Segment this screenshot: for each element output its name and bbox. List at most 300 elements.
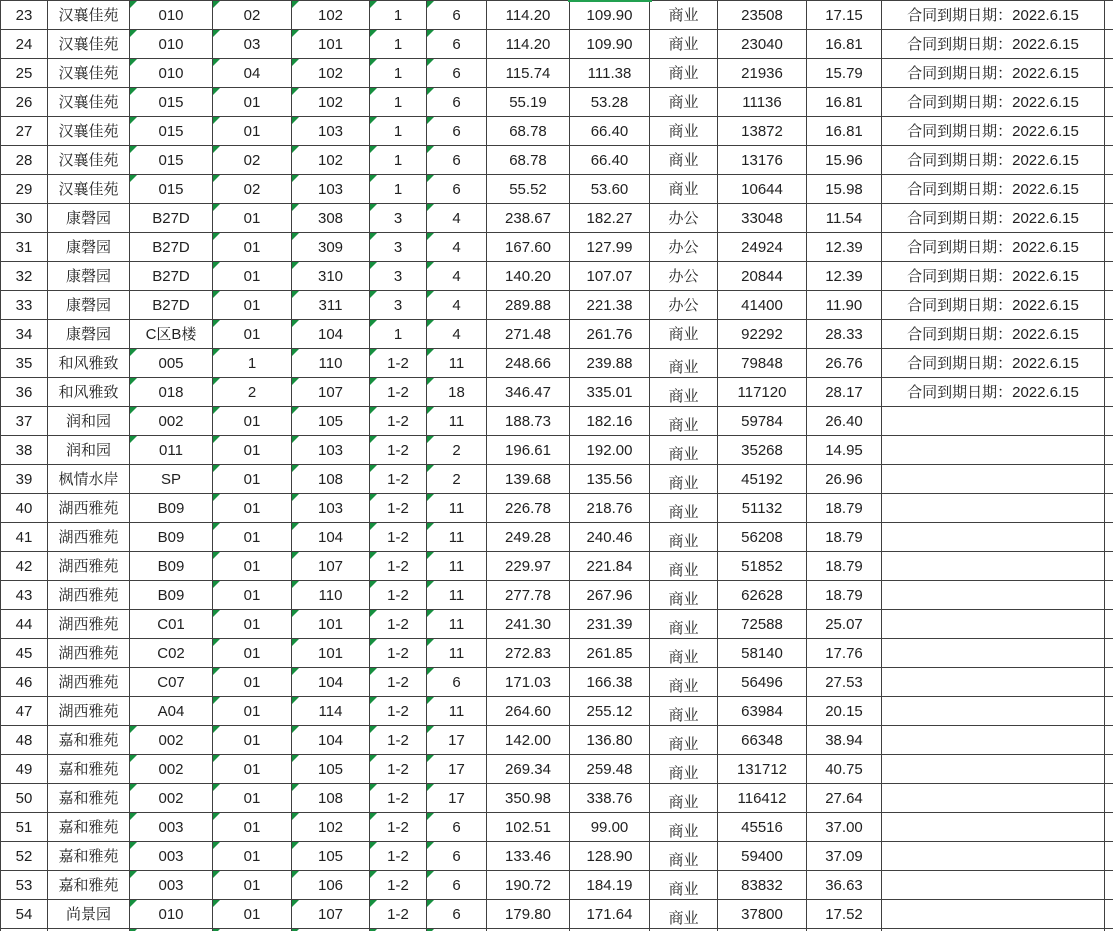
cell-room-number[interactable]: 102 (292, 146, 370, 175)
cell-building-area[interactable]: 226.78 (487, 494, 570, 523)
cell-community-name[interactable]: 汉襄佳苑 (48, 30, 130, 59)
cell-total-floors[interactable]: 18 (427, 378, 487, 407)
cell-community-name[interactable]: 枫情水岸 (48, 465, 130, 494)
cell-building-area[interactable]: 68.78 (487, 117, 570, 146)
cell-inner-area[interactable]: 127.99 (570, 233, 650, 262)
cell-room-number[interactable]: 103 (292, 436, 370, 465)
cell-contract-remark[interactable] (882, 755, 1105, 784)
cell-room-number[interactable]: 102 (292, 88, 370, 117)
cell-amount[interactable]: 23040 (718, 30, 807, 59)
cell-building-code[interactable]: B27D (130, 204, 213, 233)
cell-unit-number[interactable]: 01 (213, 581, 292, 610)
cell-contract-remark[interactable]: 合同到期日期：2022.6.15 (882, 117, 1105, 146)
cell-contract-remark[interactable] (882, 552, 1105, 581)
cell-unit-price[interactable]: 28.17 (807, 378, 882, 407)
cell-row-number[interactable]: 42 (0, 552, 48, 581)
cell-room-number[interactable]: 104 (292, 320, 370, 349)
cell-total-floors[interactable]: 11 (427, 494, 487, 523)
cell-unit-price[interactable]: 16.81 (807, 88, 882, 117)
cell-unit-price[interactable]: 15.79 (807, 59, 882, 88)
cell-building-code[interactable]: 005 (130, 349, 213, 378)
cell-floor[interactable]: 1-2 (370, 407, 427, 436)
cell-inner-area[interactable]: 192.00 (570, 436, 650, 465)
cell-unit-number[interactable]: 01 (213, 320, 292, 349)
cell-total-floors[interactable]: 4 (427, 233, 487, 262)
cell-unit-number[interactable]: 01 (213, 842, 292, 871)
cell-total-floors[interactable]: 11 (427, 639, 487, 668)
cell-room-number[interactable]: 104 (292, 523, 370, 552)
cell-floor[interactable]: 1-2 (370, 726, 427, 755)
cell-usage-type[interactable]: 商业 (650, 146, 718, 175)
cell-inner-area[interactable]: 166.38 (570, 668, 650, 697)
cell-room-number[interactable]: 101 (292, 30, 370, 59)
cell-floor[interactable]: 1-2 (370, 668, 427, 697)
cell-contract-remark[interactable]: 合同到期日期：2022.6.15 (882, 233, 1105, 262)
cell-community-name[interactable]: 康磬园 (48, 320, 130, 349)
cell-contract-remark[interactable] (882, 523, 1105, 552)
cell-row-number[interactable]: 49 (0, 755, 48, 784)
cell-community-name[interactable]: 湖西雅苑 (48, 581, 130, 610)
cell-inner-area[interactable]: 66.40 (570, 117, 650, 146)
cell-row-number[interactable]: 43 (0, 581, 48, 610)
cell-contract-remark[interactable] (882, 900, 1105, 929)
cell-total-floors[interactable]: 11 (427, 697, 487, 726)
cell-contract-remark[interactable]: 合同到期日期：2022.6.15 (882, 291, 1105, 320)
cell-floor[interactable]: 1 (370, 88, 427, 117)
cell-total-floors[interactable]: 6 (427, 668, 487, 697)
cell-contract-remark[interactable]: 合同到期日期：2022.6.15 (882, 1, 1105, 30)
cell-community-name[interactable]: 湖西雅苑 (48, 697, 130, 726)
cell-floor[interactable]: 1-2 (370, 494, 427, 523)
cell-total-floors[interactable]: 4 (427, 320, 487, 349)
cell-inner-area[interactable]: 136.80 (570, 726, 650, 755)
cell-building-code[interactable]: 015 (130, 146, 213, 175)
cell-floor[interactable]: 1-2 (370, 552, 427, 581)
cell-usage-type[interactable]: 办公 (650, 262, 718, 291)
cell-room-number[interactable]: 108 (292, 784, 370, 813)
cell-usage-type[interactable]: 商业 (650, 436, 718, 465)
cell-inner-area[interactable]: 218.76 (570, 494, 650, 523)
cell-usage-type[interactable]: 商业 (650, 813, 718, 842)
cell-amount[interactable]: 51852 (718, 552, 807, 581)
cell-usage-type[interactable]: 办公 (650, 291, 718, 320)
cell-community-name[interactable]: 汉襄佳苑 (48, 1, 130, 30)
cell-contract-remark[interactable]: 合同到期日期：2022.6.15 (882, 262, 1105, 291)
cell-community-name[interactable]: 嘉和雅苑 (48, 813, 130, 842)
cell-community-name[interactable]: 湖西雅苑 (48, 668, 130, 697)
cell-amount[interactable]: 41400 (718, 291, 807, 320)
cell-inner-area[interactable]: 261.76 (570, 320, 650, 349)
cell-row-number[interactable]: 48 (0, 726, 48, 755)
cell-inner-area[interactable]: 240.46 (570, 523, 650, 552)
cell-unit-price[interactable]: 36.63 (807, 871, 882, 900)
cell-building-area[interactable]: 114.20 (487, 1, 570, 30)
cell-usage-type[interactable]: 商业 (650, 871, 718, 900)
cell-inner-area[interactable]: 111.38 (570, 59, 650, 88)
cell-usage-type[interactable]: 商业 (650, 842, 718, 871)
cell-amount[interactable]: 45192 (718, 465, 807, 494)
cell-building-code[interactable]: 015 (130, 117, 213, 146)
cell-amount[interactable]: 62628 (718, 581, 807, 610)
cell-building-area[interactable]: 350.98 (487, 784, 570, 813)
cell-community-name[interactable]: 湖西雅苑 (48, 494, 130, 523)
cell-row-number[interactable]: 24 (0, 30, 48, 59)
cell-community-name[interactable]: 和风雅致 (48, 378, 130, 407)
cell-row-number[interactable]: 27 (0, 117, 48, 146)
cell-building-area[interactable]: 133.46 (487, 842, 570, 871)
cell-row-number[interactable]: 44 (0, 610, 48, 639)
cell-room-number[interactable]: 102 (292, 813, 370, 842)
cell-building-area[interactable]: 102.51 (487, 813, 570, 842)
cell-contract-remark[interactable]: 合同到期日期：2022.6.15 (882, 59, 1105, 88)
cell-floor[interactable]: 1-2 (370, 378, 427, 407)
cell-contract-remark[interactable]: 合同到期日期：2022.6.15 (882, 320, 1105, 349)
cell-unit-number[interactable]: 2 (213, 378, 292, 407)
cell-unit-price[interactable]: 15.96 (807, 146, 882, 175)
cell-amount[interactable]: 21936 (718, 59, 807, 88)
cell-building-area[interactable]: 289.88 (487, 291, 570, 320)
cell-floor[interactable]: 1 (370, 59, 427, 88)
cell-room-number[interactable]: 101 (292, 610, 370, 639)
cell-usage-type[interactable]: 商业 (650, 639, 718, 668)
cell-contract-remark[interactable] (882, 784, 1105, 813)
cell-contract-remark[interactable] (882, 871, 1105, 900)
cell-inner-area[interactable]: 338.76 (570, 784, 650, 813)
cell-amount[interactable]: 13872 (718, 117, 807, 146)
cell-row-number[interactable]: 37 (0, 407, 48, 436)
cell-unit-price[interactable]: 12.39 (807, 262, 882, 291)
cell-contract-remark[interactable] (882, 668, 1105, 697)
cell-contract-remark[interactable]: 合同到期日期：2022.6.15 (882, 146, 1105, 175)
cell-total-floors[interactable]: 6 (427, 1, 487, 30)
cell-amount[interactable]: 10644 (718, 175, 807, 204)
cell-total-floors[interactable]: 4 (427, 204, 487, 233)
cell-building-area[interactable]: 271.48 (487, 320, 570, 349)
cell-usage-type[interactable]: 商业 (650, 378, 718, 407)
cell-building-area[interactable]: 190.72 (487, 871, 570, 900)
cell-unit-number[interactable]: 01 (213, 552, 292, 581)
cell-usage-type[interactable]: 商业 (650, 320, 718, 349)
cell-total-floors[interactable]: 6 (427, 175, 487, 204)
cell-room-number[interactable]: 105 (292, 407, 370, 436)
cell-community-name[interactable]: 汉襄佳苑 (48, 175, 130, 204)
cell-usage-type[interactable]: 商业 (650, 407, 718, 436)
cell-amount[interactable]: 35268 (718, 436, 807, 465)
cell-unit-number[interactable]: 01 (213, 813, 292, 842)
cell-total-floors[interactable]: 17 (427, 755, 487, 784)
cell-building-area[interactable]: 248.66 (487, 349, 570, 378)
cell-room-number[interactable]: 308 (292, 204, 370, 233)
cell-unit-price[interactable]: 38.94 (807, 726, 882, 755)
cell-contract-remark[interactable]: 合同到期日期：2022.6.15 (882, 88, 1105, 117)
cell-room-number[interactable]: 311 (292, 291, 370, 320)
cell-building-area[interactable]: 264.60 (487, 697, 570, 726)
cell-unit-price[interactable]: 17.76 (807, 639, 882, 668)
cell-amount[interactable]: 72588 (718, 610, 807, 639)
cell-amount[interactable]: 23508 (718, 1, 807, 30)
cell-room-number[interactable]: 103 (292, 494, 370, 523)
cell-building-area[interactable]: 139.68 (487, 465, 570, 494)
cell-building-area[interactable]: 346.47 (487, 378, 570, 407)
cell-unit-number[interactable]: 01 (213, 697, 292, 726)
cell-unit-number[interactable]: 01 (213, 436, 292, 465)
cell-total-floors[interactable]: 6 (427, 59, 487, 88)
cell-community-name[interactable]: 嘉和雅苑 (48, 871, 130, 900)
cell-unit-number[interactable]: 03 (213, 30, 292, 59)
cell-inner-area[interactable]: 182.16 (570, 407, 650, 436)
cell-usage-type[interactable]: 商业 (650, 523, 718, 552)
cell-floor[interactable]: 1 (370, 175, 427, 204)
cell-unit-number[interactable]: 02 (213, 175, 292, 204)
cell-building-area[interactable]: 140.20 (487, 262, 570, 291)
cell-unit-number[interactable]: 01 (213, 117, 292, 146)
cell-community-name[interactable]: 尚景园 (48, 900, 130, 929)
cell-room-number[interactable]: 105 (292, 842, 370, 871)
cell-inner-area[interactable]: 259.48 (570, 755, 650, 784)
cell-total-floors[interactable]: 6 (427, 88, 487, 117)
cell-unit-number[interactable]: 01 (213, 233, 292, 262)
cell-community-name[interactable]: 康磬园 (48, 262, 130, 291)
cell-building-code[interactable]: 015 (130, 88, 213, 117)
cell-contract-remark[interactable] (882, 697, 1105, 726)
cell-building-area[interactable]: 241.30 (487, 610, 570, 639)
cell-contract-remark[interactable] (882, 407, 1105, 436)
cell-usage-type[interactable]: 商业 (650, 494, 718, 523)
cell-unit-price[interactable]: 20.15 (807, 697, 882, 726)
cell-floor[interactable]: 1-2 (370, 465, 427, 494)
cell-building-code[interactable]: C区B楼 (130, 320, 213, 349)
cell-building-area[interactable]: 171.03 (487, 668, 570, 697)
cell-unit-number[interactable]: 01 (213, 88, 292, 117)
cell-row-number[interactable]: 35 (0, 349, 48, 378)
cell-unit-price[interactable]: 16.81 (807, 30, 882, 59)
cell-amount[interactable]: 92292 (718, 320, 807, 349)
cell-inner-area[interactable]: 221.38 (570, 291, 650, 320)
cell-total-floors[interactable]: 2 (427, 465, 487, 494)
cell-community-name[interactable]: 嘉和雅苑 (48, 842, 130, 871)
cell-unit-price[interactable]: 18.79 (807, 494, 882, 523)
cell-amount[interactable]: 56208 (718, 523, 807, 552)
cell-building-code[interactable]: 011 (130, 436, 213, 465)
cell-amount[interactable]: 13176 (718, 146, 807, 175)
cell-row-number[interactable]: 31 (0, 233, 48, 262)
cell-total-floors[interactable]: 6 (427, 30, 487, 59)
cell-total-floors[interactable]: 11 (427, 581, 487, 610)
cell-total-floors[interactable]: 4 (427, 291, 487, 320)
cell-unit-price[interactable]: 26.40 (807, 407, 882, 436)
cell-usage-type[interactable]: 商业 (650, 726, 718, 755)
cell-unit-number[interactable]: 01 (213, 784, 292, 813)
cell-total-floors[interactable]: 4 (427, 262, 487, 291)
cell-building-area[interactable]: 249.28 (487, 523, 570, 552)
cell-unit-price[interactable]: 27.53 (807, 668, 882, 697)
cell-inner-area[interactable]: 53.28 (570, 88, 650, 117)
cell-room-number[interactable]: 106 (292, 871, 370, 900)
cell-usage-type[interactable]: 办公 (650, 233, 718, 262)
cell-contract-remark[interactable] (882, 436, 1105, 465)
cell-community-name[interactable]: 嘉和雅苑 (48, 784, 130, 813)
cell-building-code[interactable]: 003 (130, 871, 213, 900)
cell-building-code[interactable]: SP (130, 465, 213, 494)
cell-amount[interactable]: 58140 (718, 639, 807, 668)
cell-contract-remark[interactable] (882, 581, 1105, 610)
cell-building-area[interactable]: 115.74 (487, 59, 570, 88)
cell-contract-remark[interactable]: 合同到期日期：2022.6.15 (882, 30, 1105, 59)
cell-usage-type[interactable]: 商业 (650, 784, 718, 813)
cell-amount[interactable]: 20844 (718, 262, 807, 291)
cell-unit-number[interactable]: 01 (213, 639, 292, 668)
cell-floor[interactable]: 1-2 (370, 784, 427, 813)
cell-building-code[interactable]: C02 (130, 639, 213, 668)
cell-building-area[interactable]: 277.78 (487, 581, 570, 610)
cell-unit-number[interactable]: 01 (213, 262, 292, 291)
cell-building-area[interactable]: 272.83 (487, 639, 570, 668)
cell-total-floors[interactable]: 2 (427, 436, 487, 465)
cell-room-number[interactable]: 102 (292, 1, 370, 30)
cell-inner-area[interactable]: 171.64 (570, 900, 650, 929)
cell-unit-price[interactable]: 11.54 (807, 204, 882, 233)
cell-inner-area[interactable]: 53.60 (570, 175, 650, 204)
cell-row-number[interactable]: 28 (0, 146, 48, 175)
cell-contract-remark[interactable] (882, 726, 1105, 755)
cell-usage-type[interactable]: 商业 (650, 30, 718, 59)
cell-contract-remark[interactable]: 合同到期日期：2022.6.15 (882, 378, 1105, 407)
cell-inner-area[interactable]: 221.84 (570, 552, 650, 581)
cell-row-number[interactable]: 32 (0, 262, 48, 291)
cell-building-code[interactable]: 018 (130, 378, 213, 407)
cell-floor[interactable]: 3 (370, 291, 427, 320)
cell-building-code[interactable]: 002 (130, 726, 213, 755)
cell-room-number[interactable]: 108 (292, 465, 370, 494)
cell-community-name[interactable]: 汉襄佳苑 (48, 88, 130, 117)
cell-unit-number[interactable]: 01 (213, 494, 292, 523)
cell-contract-remark[interactable] (882, 494, 1105, 523)
cell-floor[interactable]: 1-2 (370, 349, 427, 378)
cell-unit-price[interactable]: 26.76 (807, 349, 882, 378)
cell-row-number[interactable]: 41 (0, 523, 48, 552)
cell-contract-remark[interactable]: 合同到期日期：2022.6.15 (882, 204, 1105, 233)
cell-unit-price[interactable]: 18.79 (807, 552, 882, 581)
cell-row-number[interactable]: 45 (0, 639, 48, 668)
cell-room-number[interactable]: 107 (292, 900, 370, 929)
cell-unit-number[interactable]: 01 (213, 407, 292, 436)
cell-building-area[interactable]: 55.52 (487, 175, 570, 204)
cell-amount[interactable]: 59400 (718, 842, 807, 871)
cell-building-code[interactable]: 002 (130, 755, 213, 784)
cell-total-floors[interactable]: 11 (427, 523, 487, 552)
cell-row-number[interactable]: 54 (0, 900, 48, 929)
cell-room-number[interactable]: 102 (292, 59, 370, 88)
cell-amount[interactable]: 37800 (718, 900, 807, 929)
cell-building-code[interactable]: 010 (130, 30, 213, 59)
cell-floor[interactable]: 3 (370, 204, 427, 233)
cell-room-number[interactable]: 101 (292, 639, 370, 668)
cell-floor[interactable]: 1-2 (370, 871, 427, 900)
cell-row-number[interactable]: 50 (0, 784, 48, 813)
cell-building-code[interactable]: 003 (130, 842, 213, 871)
cell-community-name[interactable]: 汉襄佳苑 (48, 117, 130, 146)
cell-usage-type[interactable]: 商业 (650, 755, 718, 784)
cell-row-number[interactable]: 29 (0, 175, 48, 204)
cell-usage-type[interactable]: 商业 (650, 117, 718, 146)
cell-amount[interactable]: 66348 (718, 726, 807, 755)
cell-room-number[interactable]: 309 (292, 233, 370, 262)
cell-room-number[interactable]: 114 (292, 697, 370, 726)
cell-building-area[interactable]: 238.67 (487, 204, 570, 233)
cell-contract-remark[interactable] (882, 610, 1105, 639)
cell-unit-number[interactable]: 1 (213, 349, 292, 378)
cell-unit-price[interactable]: 17.15 (807, 1, 882, 30)
cell-building-code[interactable]: B27D (130, 262, 213, 291)
cell-unit-price[interactable]: 26.96 (807, 465, 882, 494)
cell-community-name[interactable]: 润和园 (48, 436, 130, 465)
cell-inner-area[interactable]: 109.90 (570, 30, 650, 59)
cell-community-name[interactable]: 嘉和雅苑 (48, 755, 130, 784)
cell-row-number[interactable]: 33 (0, 291, 48, 320)
cell-unit-number[interactable]: 01 (213, 465, 292, 494)
cell-building-area[interactable]: 167.60 (487, 233, 570, 262)
cell-floor[interactable]: 1-2 (370, 900, 427, 929)
cell-floor[interactable]: 1-2 (370, 842, 427, 871)
cell-room-number[interactable]: 310 (292, 262, 370, 291)
cell-floor[interactable]: 1-2 (370, 697, 427, 726)
cell-unit-price[interactable]: 18.79 (807, 523, 882, 552)
cell-building-code[interactable]: C01 (130, 610, 213, 639)
cell-row-number[interactable]: 46 (0, 668, 48, 697)
cell-unit-number[interactable]: 01 (213, 204, 292, 233)
cell-floor[interactable]: 1-2 (370, 523, 427, 552)
cell-floor[interactable]: 3 (370, 262, 427, 291)
cell-community-name[interactable]: 康磬园 (48, 291, 130, 320)
cell-floor[interactable]: 1 (370, 146, 427, 175)
cell-building-code[interactable]: B09 (130, 523, 213, 552)
cell-community-name[interactable]: 湖西雅苑 (48, 523, 130, 552)
cell-usage-type[interactable]: 商业 (650, 581, 718, 610)
cell-total-floors[interactable]: 17 (427, 784, 487, 813)
cell-total-floors[interactable]: 6 (427, 146, 487, 175)
cell-row-number[interactable]: 40 (0, 494, 48, 523)
cell-contract-remark[interactable] (882, 813, 1105, 842)
cell-amount[interactable]: 83832 (718, 871, 807, 900)
cell-building-area[interactable]: 229.97 (487, 552, 570, 581)
cell-floor[interactable]: 1-2 (370, 639, 427, 668)
cell-usage-type[interactable]: 商业 (650, 1, 718, 30)
cell-row-number[interactable]: 36 (0, 378, 48, 407)
cell-community-name[interactable]: 汉襄佳苑 (48, 59, 130, 88)
cell-inner-area[interactable]: 231.39 (570, 610, 650, 639)
cell-row-number[interactable]: 23 (0, 1, 48, 30)
cell-unit-price[interactable]: 37.09 (807, 842, 882, 871)
cell-community-name[interactable]: 康磬园 (48, 204, 130, 233)
cell-row-number[interactable]: 47 (0, 697, 48, 726)
cell-building-code[interactable]: 010 (130, 1, 213, 30)
cell-room-number[interactable]: 110 (292, 581, 370, 610)
cell-row-number[interactable]: 30 (0, 204, 48, 233)
cell-community-name[interactable]: 康磬园 (48, 233, 130, 262)
cell-community-name[interactable]: 汉襄佳苑 (48, 146, 130, 175)
cell-inner-area[interactable]: 184.19 (570, 871, 650, 900)
cell-usage-type[interactable]: 商业 (650, 610, 718, 639)
cell-unit-number[interactable]: 01 (213, 668, 292, 697)
cell-unit-price[interactable]: 11.90 (807, 291, 882, 320)
cell-floor[interactable]: 3 (370, 233, 427, 262)
cell-unit-number[interactable]: 01 (213, 291, 292, 320)
cell-inner-area[interactable]: 99.00 (570, 813, 650, 842)
cell-floor[interactable]: 1 (370, 117, 427, 146)
cell-row-number[interactable]: 39 (0, 465, 48, 494)
cell-unit-price[interactable]: 16.81 (807, 117, 882, 146)
cell-amount[interactable]: 51132 (718, 494, 807, 523)
